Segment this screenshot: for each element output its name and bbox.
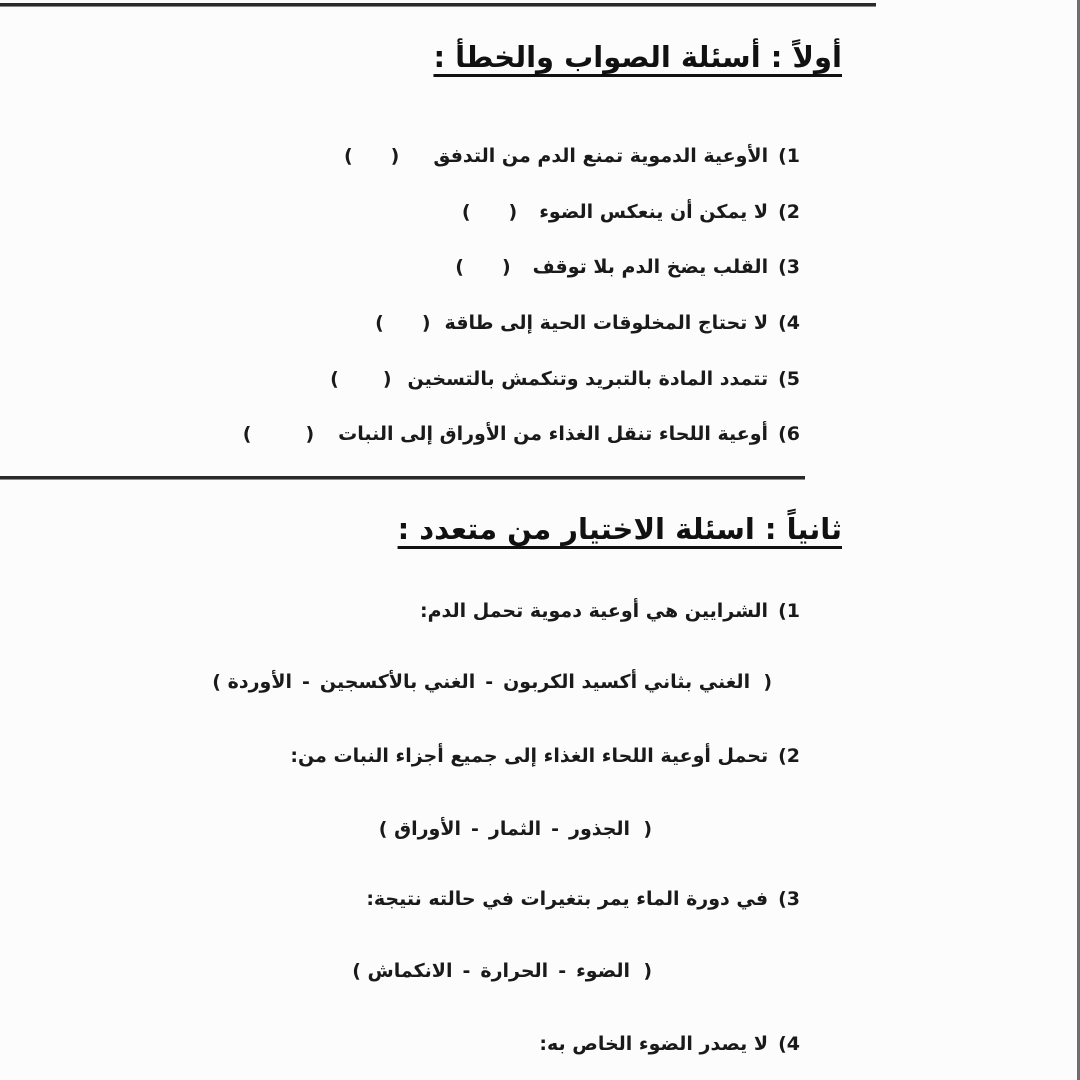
option-separator: - [551,818,559,840]
question-number: 1) [778,600,800,622]
option[interactable]: الثمار [488,818,542,840]
option-separator: - [302,671,310,693]
open-paren: ( [643,818,652,840]
mc-options-2 [379,818,652,840]
question-number: 3) [778,256,800,278]
tf-question-5 [330,368,800,390]
question-number: 3) [778,888,800,910]
tf-question-1 [344,145,800,167]
question-number: 6) [778,423,800,445]
option-separator: - [558,960,567,982]
answer-blank[interactable]: () [461,201,518,223]
question-text: لا تحتاج المخلوقات الحية إلى طاقة [444,312,769,334]
option[interactable]: الأوردة [227,671,292,693]
top-divider [0,3,876,6]
answer-blank[interactable]: () [455,256,511,278]
mc-question-2 [290,745,800,767]
question-number: 4) [778,1033,800,1055]
section-divider [0,476,805,479]
question-text: أوعية اللحاء تنقل الغذاء من الأوراق إلى النبات [338,423,769,445]
mc-question-3 [366,888,800,910]
answer-blank[interactable]: () [375,312,431,334]
option[interactable]: الجذور [569,818,631,840]
open-paren: ( [643,960,652,982]
question-text: في دورة الماء يمر بتغيرات في حالته نتيجة: [366,888,769,910]
option[interactable]: الأوراق [394,818,461,840]
question-text: لا يمكن أن ينعكس الضوء [539,201,769,223]
question-number: 2) [778,201,800,223]
close-paren: ) [212,671,221,693]
option[interactable]: الضوء [576,960,631,982]
answer-blank[interactable]: () [330,368,392,390]
answer-blank[interactable]: () [343,145,400,167]
question-text: القلب يضخ الدم بلا توقف [532,256,769,278]
section1-heading: أولاً : أسئلة الصواب والخطأ : [433,40,842,74]
question-text: الأوعية الدموية تمنع الدم من التدفق [433,145,769,167]
option-separator: - [485,671,494,693]
tf-question-3 [455,256,800,278]
option[interactable]: الغني بالأكسجين [319,671,476,693]
answer-blank[interactable]: () [242,423,315,445]
question-text: تحمل أوعية اللحاء الغذاء إلى جميع أجزاء النبات من: [290,745,769,767]
option[interactable]: الانكماش [367,960,453,982]
close-paren: ) [378,818,388,840]
question-number: 2) [778,745,800,767]
question-text: لا يصدر الضوء الخاص به: [539,1033,769,1055]
mc-options-1 [212,671,772,693]
option-separator: - [462,960,471,982]
option-separator: - [471,818,479,840]
tf-question-6 [243,423,800,445]
section2-heading: ثانياً : اسئلة الاختيار من متعدد : [397,512,842,546]
open-paren: ( [763,671,772,693]
option[interactable]: الحرارة [480,960,549,982]
option[interactable]: الغني بثاني أكسيد الكربون [503,671,751,693]
mc-options-3 [352,960,652,982]
mc-question-4 [539,1033,800,1055]
mc-question-1 [420,600,800,622]
tf-question-4 [375,312,800,334]
question-text: الشرايين هي أوعية دموية تحمل الدم: [419,600,769,622]
tf-question-2 [462,201,800,223]
question-number: 5) [778,368,800,390]
close-paren: ) [352,960,361,982]
question-text: تتمدد المادة بالتبريد وتنكمش بالتسخين [407,368,769,390]
question-number: 4) [778,312,800,334]
question-number: 1) [778,145,800,167]
